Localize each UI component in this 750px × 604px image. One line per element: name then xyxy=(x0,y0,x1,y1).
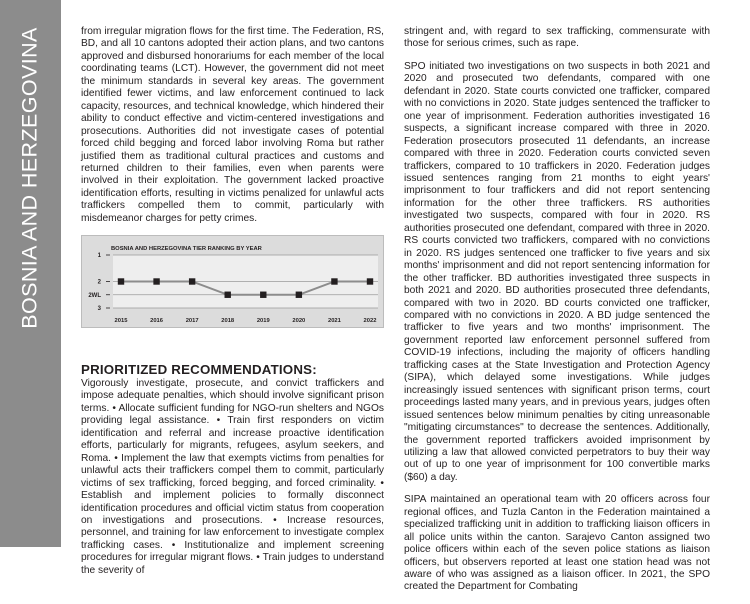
intro-paragraph: from irregular migration flows for the first time. The Federation, RS, BD, and all 10 cantons adopted their action plans, and two cantons approved and disbursed honorariums for each member of the local coordinating teams (LCT). However, the government did not meet the minimum standards in several key areas. The government identified fewer victims, and law enforcement continued to lack capacity, resources, and technical knowledge, which hindered their ability to conduct effective and victim-centered investigations and prosecutions. Authorities did not investigate cases of potential forced child begging and forced labor involving Roma but rather justified them as traditional cultural practices and customs and returned children to their families, even when parents were involved in their exploitation. The government lacked proactive identification efforts, resulting in victims penalized for unlawful acts traffickers compelled them to commit, particularly with misdemeanor charges for petty crimes. xyxy=(81,26,384,224)
x-tick-label: 2016 xyxy=(150,318,164,324)
chart-title: BOSNIA AND HERZEGOVINA TIER RANKING BY YEAR xyxy=(111,246,262,252)
x-tick-label: 2020 xyxy=(292,318,306,324)
chart-plot-layer xyxy=(88,253,378,324)
y-tick-label: 3 xyxy=(97,306,101,312)
x-tick-label: 2022 xyxy=(363,318,377,324)
x-tick-label: 2021 xyxy=(327,318,341,324)
data-point xyxy=(225,292,231,298)
country-name-vertical: BOSNIA AND HERZEGOVINA xyxy=(17,27,42,329)
data-point xyxy=(296,292,302,298)
recommendations-heading: PRIORITIZED RECOMMENDATIONS: xyxy=(81,362,317,377)
data-point xyxy=(331,278,337,284)
x-tick-label: 2018 xyxy=(221,318,235,324)
x-tick-label: 2017 xyxy=(185,318,199,324)
data-point xyxy=(118,278,124,284)
right-paragraph-2: SPO initiated two investigations on two suspects in both 2021 and 2020 and prosecuted two defendants, compared with one defendant in 2020. State courts convicted one trafficker, compared with no convictions in 2020. State judges sentenced the trafficker to one year of imprisonment. Federation authorities investigated 16 suspects, a significant increase compared with three in 2020. Federation prosecutors prosecuted 11 defendants, an increase compared with three in 2020. Federation courts convicted seven traffickers, compared to 10 traffickers in 2020. Federation judges issued sentences ranging from 21 months to eight years' imprisonment to four traffickers and did not report sentencing information for the other three traffickers. RS authorities investigated two suspects, compared with four in 2020. RS authorities prosecuted one defendant, compared with three in 2020. RS courts convicted two traffickers, compared with no convictions in 2020. RS judges sentenced one trafficker to five years and six months' imprisonment and did not report sentencing information for the other trafficker. BD authorities investigated three suspects in both 2021 and 2020. BD authorities prosecuted three defendants, compared with two in 2020. BD courts convicted one trafficker, compared with no convictions in 2020. A BD judge sentenced the trafficker to five years and two months' imprisonment. The government reported law enforcement personnel suffered from COVID-19 infections, including the majority of officers handling trafficking cases at the State Investigation and Protection Agency (SIPA), which delayed some investigations. While judges increasingly issued sentences with significant prison terms, court proceedings lasted many years, and in previous years, judges often issued sentences below minimum penalties by citing unreasonable "mitigating circumstances" to decrease the sentences. Additionally, the government reported traffickers avoided imprisonment by utilizing a law that allowed convicted perpetrators to buy their way out of up to one year of imprisonment for 100 convertible marks ($60) a day. xyxy=(404,60,710,483)
data-point xyxy=(189,278,195,284)
y-tick-label: 1 xyxy=(97,253,101,259)
y-tick-label: 2 xyxy=(97,279,101,286)
right-text-column xyxy=(404,26,710,604)
data-point xyxy=(153,278,159,284)
x-tick-label: 2015 xyxy=(114,318,128,324)
x-tick-label: 2019 xyxy=(256,318,270,324)
tier-ranking-chart-svg xyxy=(82,236,385,329)
country-sidebar xyxy=(0,0,61,547)
left-text-column xyxy=(81,26,384,233)
y-tick-label: 2WL xyxy=(88,292,101,299)
right-paragraph-1: stringent and, with regard to sex trafficking, commensurate with those for serious crimes, such as rape. xyxy=(404,26,710,50)
data-point xyxy=(260,292,266,298)
data-point xyxy=(367,278,373,284)
recommendations-body: Vigorously investigate, prosecute, and convict traffickers and impose adequate penalties, which should involve significant prison terms. • Allocate sufficient funding for NGO-run shelters and NGOs providing legal assistance. • Train first responders on victim identification and referral and increase proactive identification efforts, particularly for migrants, refugees, asylum seekers, and Roma. • Implement the law that exempts victims from penalties for unlawful acts their traffickers compel them to commit, particularly victims of sex trafficking, forced begging, and forced criminality. • Establish and implement policies to formally disconnect identification procedures and official victim status from cooperation on investigations and prosecutions. • Increase resources, personnel, and training for law enforcement to investigate complex trafficking cases. • Institutionalize and implement screening procedures for irregular migrant flows. • Train judges to understand the severity of xyxy=(81,378,384,576)
right-paragraph-3: SIPA maintained an operational team with 20 officers across four regional offices, and Tuzla Canton in the Federation maintained a specialized trafficking unit in addition to trafficking liaison officers in all police units within the canton. Sarajevo Canton assigned two police officers within each of the seven police stations as liaison officers, but observers reported at least one station head was not aware of who was assigned as a liaison officer. In 2021, the SPO created the Department for Combating xyxy=(404,494,710,593)
tier-ranking-chart xyxy=(81,235,384,328)
